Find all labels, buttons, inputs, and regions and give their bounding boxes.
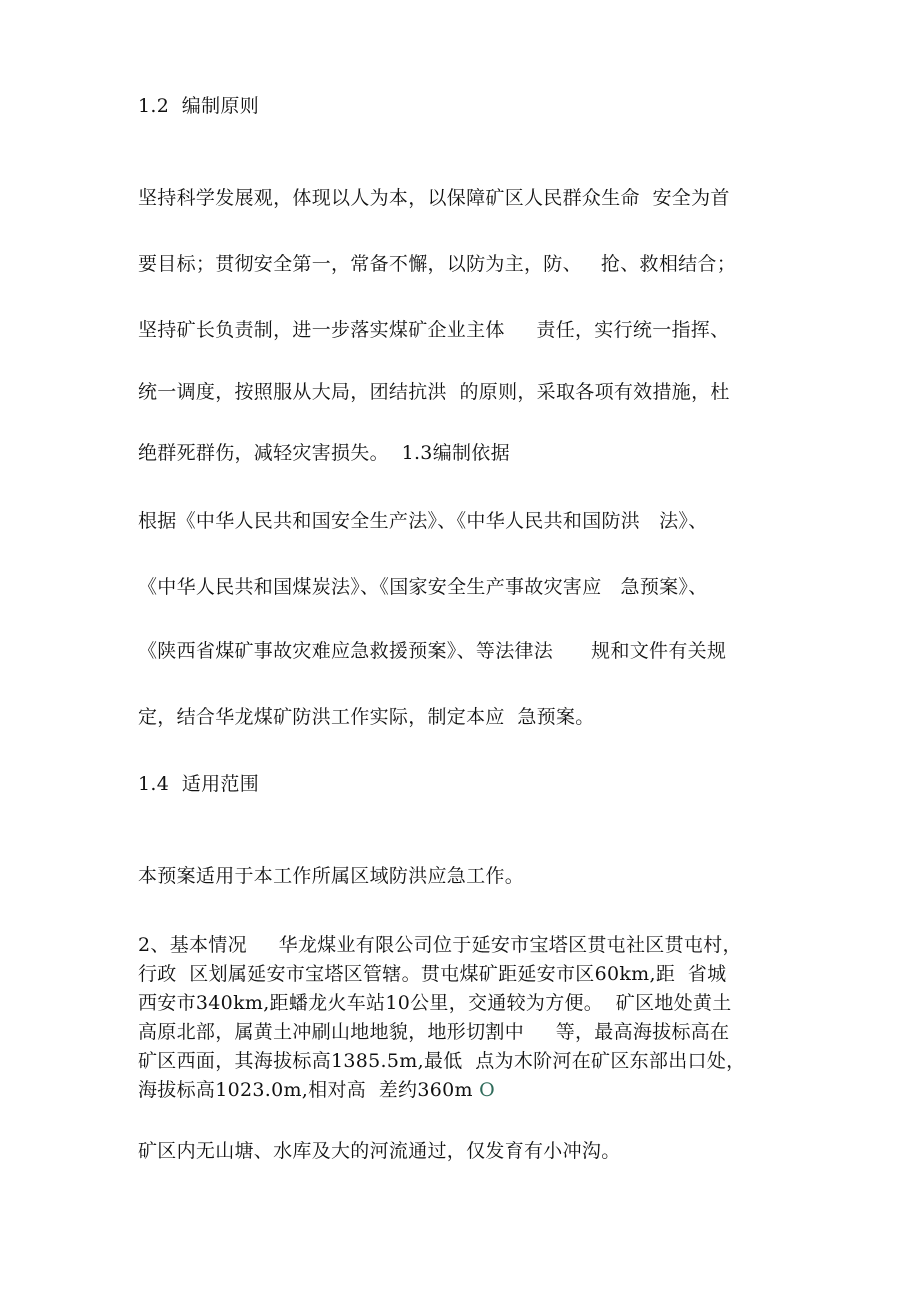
section-heading-1-4: 1.4 适用范围 bbox=[138, 773, 259, 795]
paragraph-line: 统一调度，按照服从大局，团结抗洪 的原则，采取各项有效措施，杜 bbox=[138, 381, 730, 403]
paragraph-line: 矿区内无山塘、水库及大的河流通过，仅发育有小冲沟。 bbox=[138, 1140, 621, 1162]
paragraph-line-text: 海拔标高1023.0m,相对高 差约360m bbox=[138, 1079, 473, 1101]
paragraph-line-tail: O bbox=[479, 1079, 496, 1101]
paragraph-line: 根据《中华人民共和国安全生产法》、《中华人民共和国防洪 法》、 bbox=[138, 510, 708, 532]
paragraph-line: 高原北部，属黄土冲刷山地地貌，地形切割中 等，最高海拔标高在 bbox=[138, 1021, 730, 1043]
paragraph-line: 西安市340km,距蟠龙火车站10公里，交通较为方便。 矿区地处黄土 bbox=[138, 992, 732, 1014]
paragraph-line: 要目标；贯彻安全第一，常备不懈，以防为主，防、 抢、救相结合； bbox=[138, 253, 737, 275]
paragraph-line: 《陕西省煤矿事故灾难应急救援预案》、等法律法 规和文件有关规 bbox=[138, 640, 727, 662]
section-heading-1-2: 1.2 编制原则 bbox=[138, 95, 259, 117]
paragraph-line: 绝群死群伤，减轻灾害损失。 1.3编制依据 bbox=[138, 442, 510, 464]
paragraph-line: 行政 区划属延安市宝塔区管辖。贯屯煤矿距延安市区60km,距 省城 bbox=[138, 963, 727, 985]
paragraph-line: 《中华人民共和国煤炭法》、《国家安全生产事故灾害应 急预案》、 bbox=[138, 576, 708, 598]
paragraph-line: 2、基本情况 华龙煤业有限公司位于延安市宝塔区贯屯社区贯屯村， bbox=[138, 934, 742, 956]
paragraph-line: 坚持矿长负责制，进一步落实煤矿企业主体 责任，实行统一指挥、 bbox=[138, 319, 730, 341]
paragraph-line: 本预案适用于本工作所属区域防洪应急工作。 bbox=[138, 865, 525, 887]
paragraph-line: 定，结合华龙煤矿防洪工作实际，制定本应 急预案。 bbox=[138, 706, 595, 728]
paragraph-line: 坚持科学发展观，体现以人为本，以保障矿区人民群众生命 安全为首 bbox=[138, 187, 730, 209]
paragraph-line-last bbox=[138, 1078, 495, 1102]
paragraph-line: 矿区西面，其海拔标高1385.5m,最低 点为木阶河在矿区东部出口处， bbox=[138, 1050, 746, 1072]
